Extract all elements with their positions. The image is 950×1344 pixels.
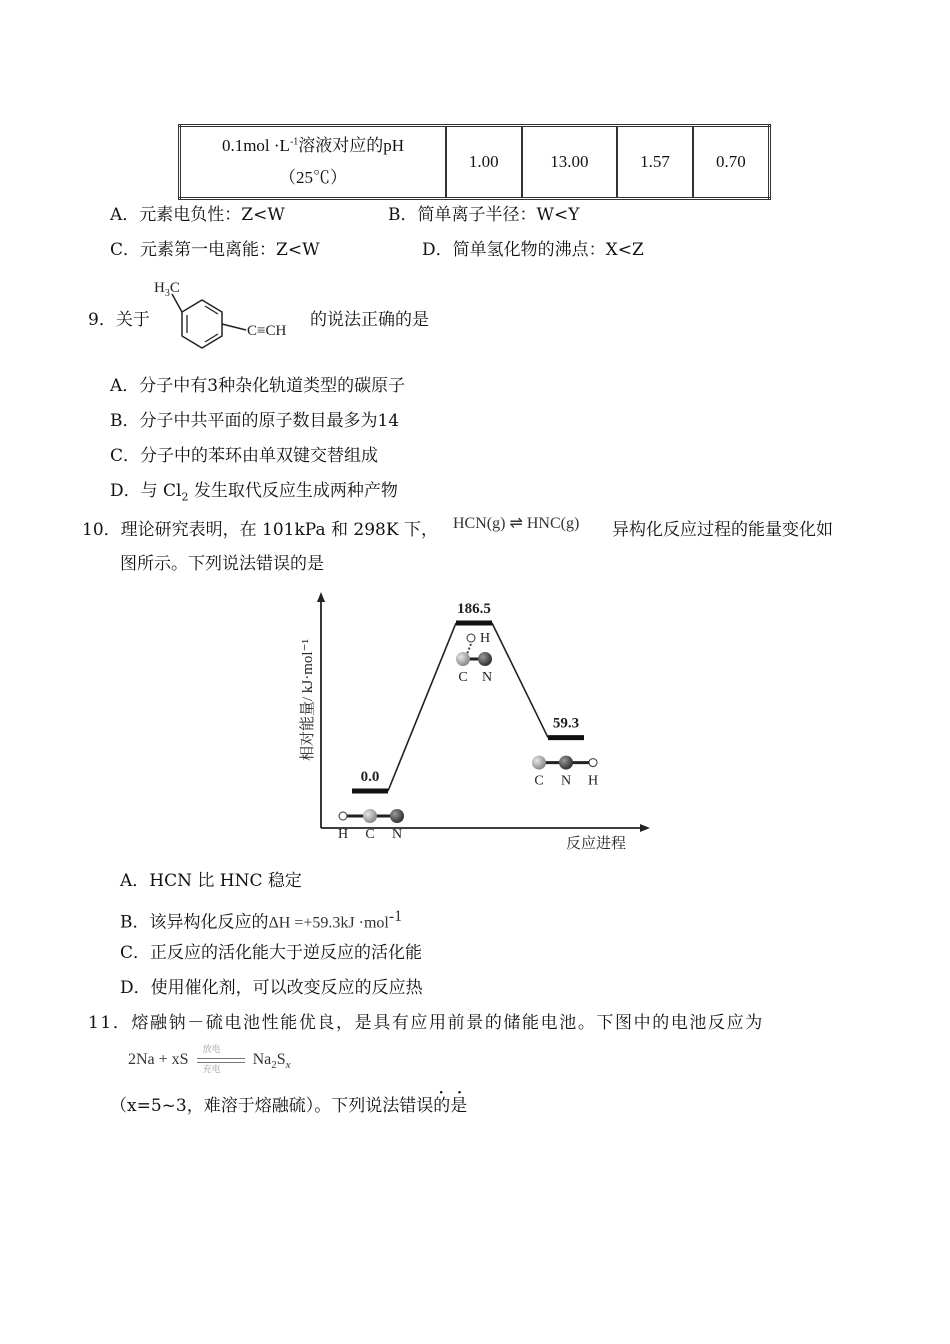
hydrogen-atom [589, 759, 597, 767]
y-axis-label: 相对能量/ kJ·mol⁻¹ [300, 639, 316, 761]
nitrogen-atom [478, 652, 492, 666]
energy-level-label: 0.0 [360, 769, 380, 785]
carbon-atom [363, 809, 377, 823]
table-cell: 0.70 [693, 126, 770, 199]
energy-level-label: 186.5 [457, 601, 491, 617]
q11-eq-sub: 2 [271, 1059, 277, 1072]
header-text: 0.1mol ·L [221, 135, 290, 155]
q11-eq-x: x [285, 1059, 291, 1072]
q9-option-b: B．分子中共平面的原子数目最多为14 [110, 411, 400, 431]
q8-option-a: A．元素电负性：Z<W [110, 205, 285, 225]
q9-option-c: C．分子中的苯环由单双键交替组成 [110, 446, 379, 466]
nitrogen-atom [559, 756, 573, 770]
q10-b-pre: B．该异构化反应的 [120, 912, 269, 933]
ph-table [178, 124, 771, 200]
carbon-atom [532, 756, 546, 770]
q9-option-a: A．分子中有3种杂化轨道类型的碳原子 [110, 376, 406, 396]
table-cell: 1.57 [617, 126, 693, 199]
q11-line1: 11．熔融钠－硫电池性能优良，是具有应用前景的储能电池。下图中的电池反应为 [88, 1013, 764, 1033]
table-header-cell [180, 126, 447, 199]
q11-eq-s: S [276, 1051, 286, 1068]
q11-eq-right: Na [252, 1051, 272, 1068]
methyl-label: $H_3C$ [154, 280, 180, 299]
q9-d-sub: 2 [181, 490, 189, 504]
x-axis-arrow [640, 824, 650, 832]
energy-level-label: 59.3 [552, 715, 580, 732]
energy-levels [338, 601, 598, 842]
q9-d-post: 发生取代反应生成两种产物 [188, 481, 398, 501]
table-row [180, 126, 770, 199]
header-sup: -1 [289, 136, 299, 148]
nitrogen-atom [390, 809, 404, 823]
atom-label: C [458, 670, 468, 685]
q10-equation: HCN(g) ⇌ HNC(g) [453, 515, 580, 532]
q11-eq-left: 2Na + xS [128, 1051, 189, 1068]
q9-suffix: 的说法正确的是 [310, 310, 429, 330]
atom-label: H [587, 773, 599, 789]
header-temp: （25℃） [279, 168, 347, 187]
x-axis-label: 反应进程 [565, 836, 627, 852]
q11-line3: （x=5~3，难溶于熔融硫）。下列说法错误的是 [110, 1096, 468, 1116]
q8-option-c: C．元素第一电离能：Z<W [110, 240, 320, 260]
q8-option-d: D．简单氢化物的沸点：X<Z [422, 240, 644, 260]
arrow-bottom-label: 充电 [202, 1064, 221, 1075]
hydrogen-atom [467, 634, 475, 642]
q10-option-b [120, 907, 402, 933]
atom-label: H [337, 827, 349, 842]
q10-b-sup: -1 [388, 908, 403, 925]
y-axis-arrow [317, 592, 325, 602]
carbon-atom [456, 652, 470, 666]
q11-equation [128, 1044, 291, 1075]
emphasis-dots: ·· [438, 1080, 475, 1104]
q10-b-formula: ΔH =+59.3kJ ·mol [268, 914, 389, 932]
atom-label: H [480, 631, 491, 646]
table-cell: 1.00 [446, 126, 522, 199]
reaction-arrow [193, 1044, 249, 1075]
q10-line2: 图所示。下列说法错误的是 [120, 554, 324, 574]
alkyne-label: C≡CH [247, 323, 287, 339]
atom-label: N [560, 773, 572, 789]
atom-label: N [391, 827, 403, 842]
q10-line1-pre: 10．理论研究表明，在 101kPa 和 298K 下， [82, 520, 438, 540]
header-text-b: 溶液对应的pH [298, 135, 405, 155]
molecule-structure [150, 272, 310, 356]
q10-option-d: D．使用催化剂，可以改变反应的反应热 [120, 978, 423, 998]
atom-label: N [481, 670, 493, 685]
energy-diagram [290, 588, 660, 858]
q9-option-d [110, 481, 398, 504]
q9-prefix: 9．关于 [88, 310, 150, 330]
pathway-line [388, 623, 456, 791]
q10-option-c: C．正反应的活化能大于逆反应的活化能 [120, 943, 423, 963]
hydrogen-atom [339, 812, 347, 820]
arrow-top-label: 放电 [202, 1044, 221, 1055]
atom-label: C [365, 827, 375, 842]
table-cell: 13.00 [522, 126, 618, 199]
q10-option-a: A．HCN 比 HNC 稳定 [120, 871, 302, 891]
q8-option-b: B．简单离子半径：W<Y [388, 205, 580, 225]
atom-label: C [534, 773, 544, 789]
q10-line1-post: 异构化反应过程的能量变化如 [612, 520, 833, 540]
pathway-line [492, 623, 548, 738]
q9-d-pre: D．与 Cl [110, 481, 182, 501]
